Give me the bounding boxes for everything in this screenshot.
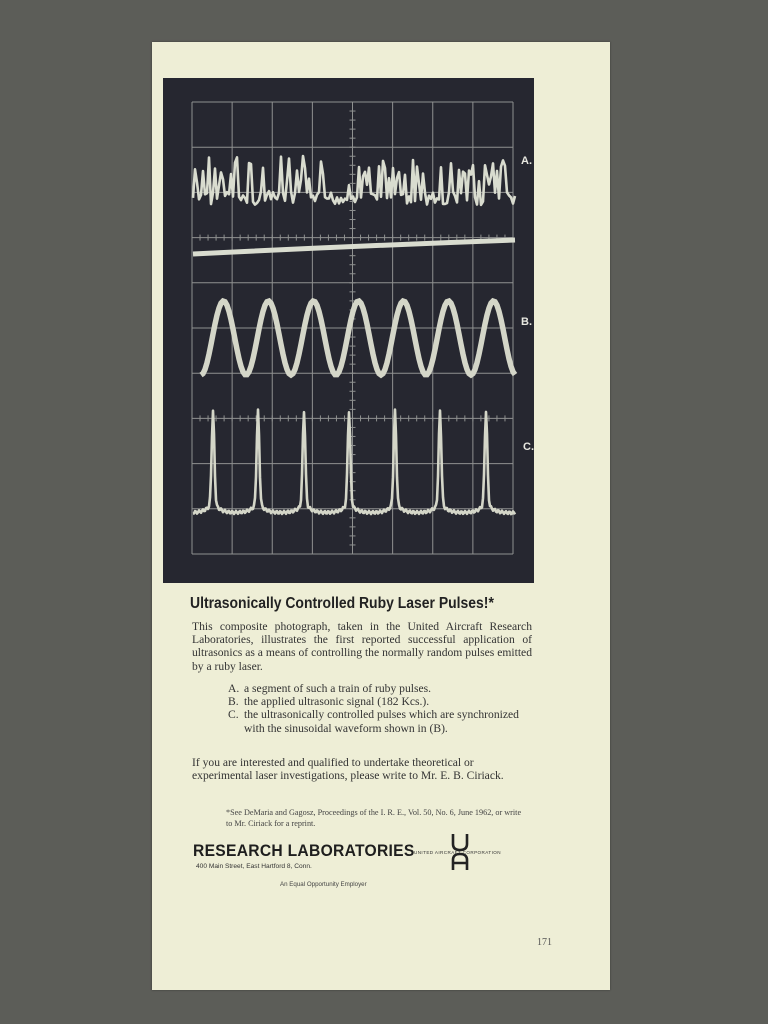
list-item-label: C.	[228, 708, 239, 722]
list-item	[228, 708, 528, 734]
trace-label-b: B.	[521, 316, 532, 328]
advertisement-page	[152, 42, 610, 990]
list-item	[228, 682, 528, 695]
list-item-label: B.	[228, 695, 239, 709]
footnote: *See DeMaria and Gagosz, Proceedings of the I. R. E., Vol. 50, No. 6, June 1962, or write to Mr. Ciriack for a reprint.	[226, 808, 522, 828]
trace-b-sine-signal	[201, 301, 515, 375]
trace-description-list	[228, 682, 528, 735]
oscilloscope-photograph	[163, 78, 534, 583]
trace-a-baseline	[193, 240, 515, 254]
page-number: 171	[537, 937, 552, 948]
corporation-name: UNITED AIRCRAFT CORPORATION	[414, 850, 501, 855]
headline: Ultrasonically Controlled Ruby Laser Pulses!*	[190, 595, 494, 612]
organization-name: RESEARCH LABORATORIES	[193, 841, 415, 860]
ua-logo-icon	[449, 832, 471, 872]
trace-a-random-pulses	[193, 156, 515, 205]
address: 400 Main Street, East Hartford 8, Conn.	[196, 863, 312, 870]
trace-label-a: A.	[521, 155, 532, 167]
list-item-text: a segment of such a train of ruby pulses.	[244, 682, 432, 695]
equal-opportunity-note: An Equal Opportunity Employer	[280, 881, 367, 888]
body-paragraph: This composite photograph, taken in the United Aircraft Research Laboratories, illustrates the first reported successful application of ultrasonics as a means of controlling the normally random pulses emitted by a ruby laser.	[192, 620, 532, 673]
list-item-text: the ultrasonically controlled pulses which are synchronized with the sinusoidal waveform shown in (B).	[244, 708, 519, 735]
trace-c-synchronized-pulses	[193, 410, 515, 515]
list-item	[228, 695, 528, 708]
list-item-label: A.	[228, 682, 240, 695]
list-item-text: the applied ultrasonic signal (182 Kcs.).	[244, 695, 430, 709]
closing-paragraph: If you are interested and qualified to undertake theoretical or experimental laser investigations, please write to Mr. E. B. Ciriack.	[192, 756, 504, 783]
trace-label-c: C.	[523, 441, 534, 453]
oscilloscope-traces	[163, 78, 534, 583]
